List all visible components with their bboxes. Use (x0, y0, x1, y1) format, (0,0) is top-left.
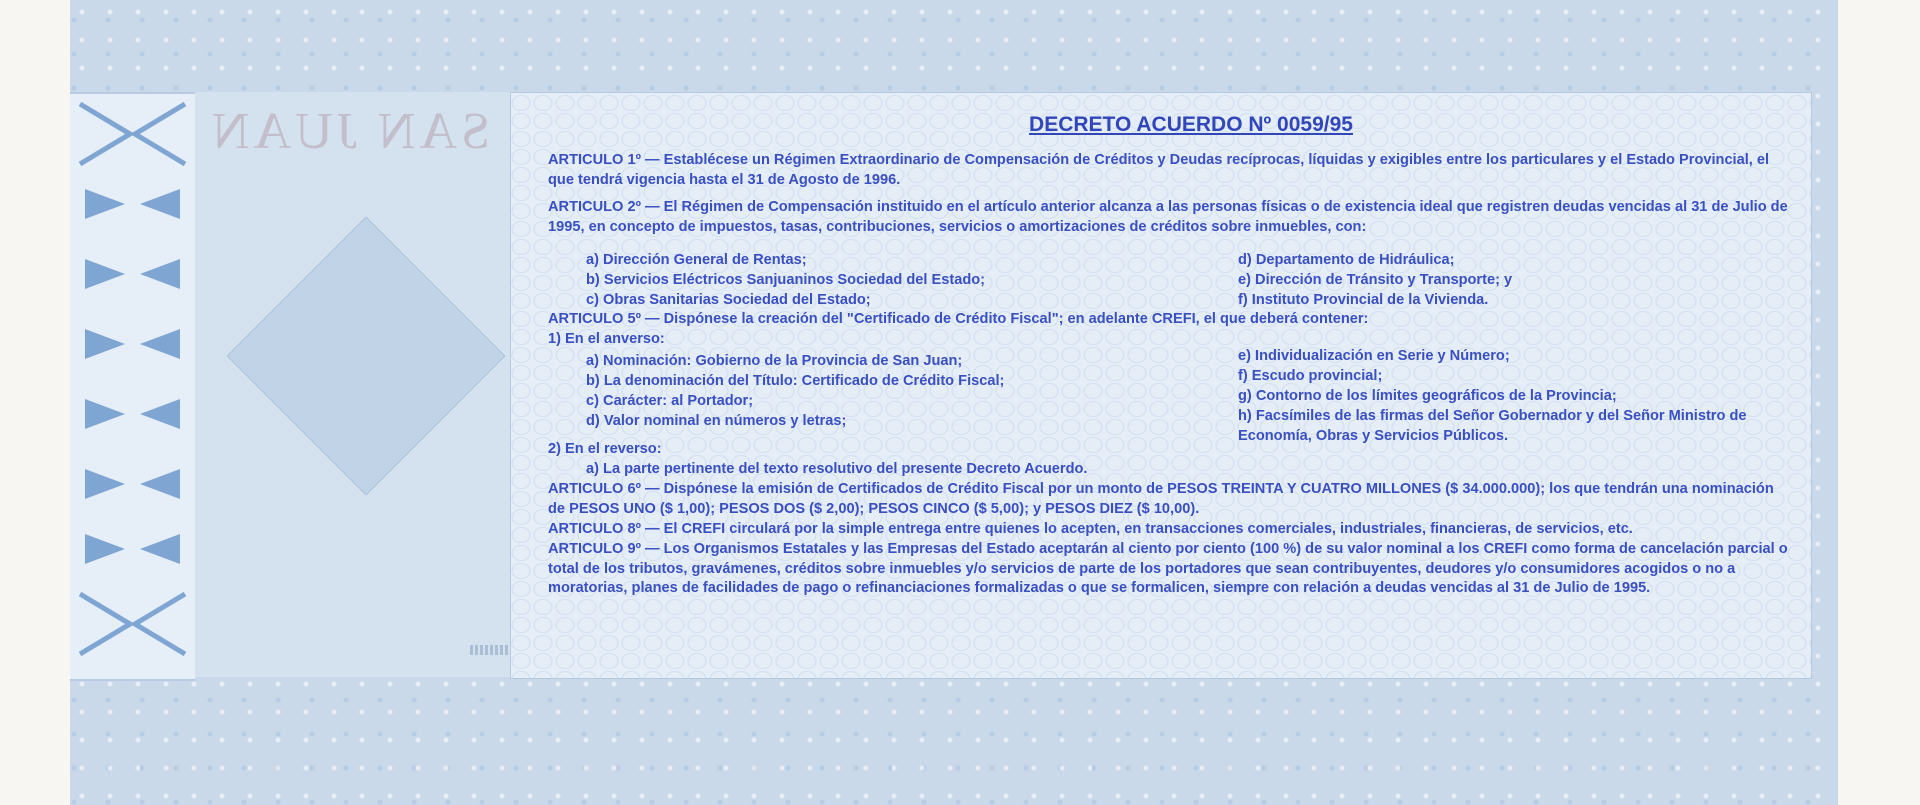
articulo-2-item-b: b) Servicios Eléctricos Sanjuaninos Sociedad del Estado; (586, 272, 986, 288)
articulo-9-text: Los Organismos Estatales y las Empresas del Estado aceptarán al ciento por ciento (100 %) de su valor nominal a los CREFI como forma de cancelación parcial o total de los tributos, gravámenes, créditos sobre inmuebles y/o servicios de parte de los portadores que sean contribuyentes, deudores y/o consumidores acogidos o no a moratorias, planes de facilidades de pago o refinanciaciones formalizadas o que se formalicen, siempre con relación a deudas vencidas al 31 de Julio de 1995. (548, 541, 1788, 596)
anverso-item-f: f) Escudo provincial; (1238, 368, 1383, 384)
ornamental-pattern-icon (70, 94, 195, 679)
anverso-item-e: e) Individualización en Serie y Número; (1238, 348, 1510, 364)
anverso-item-d: d) Valor nominal en números y letras; (586, 413, 847, 429)
decorative-bottom-border (70, 677, 1838, 805)
articulo-1-heading: ARTICULO 1º — (548, 152, 660, 168)
articulo-2-item-e: e) Dirección de Tránsito y Transporte; y (1238, 272, 1513, 288)
articulo-2-item-d: d) Departamento de Hidráulica; (1238, 252, 1455, 268)
articulo-9-heading: ARTICULO 9º — (548, 541, 660, 557)
anverso-item-h: h) Facsímiles de las firmas del Señor Gobernador y del Señor Ministro de Economía, Obras y Servicios Públicos. (1238, 408, 1747, 444)
anverso-label: 1) En el anverso: (548, 331, 665, 347)
decorative-left-border (70, 92, 195, 681)
articulo-8-text: El CREFI circulará por la simple entrega entre quienes lo acepten, en transacciones comerciales, industriales, financieras, de servicios, etc. (663, 521, 1633, 537)
articulo-2-item-a: a) Dirección General de Rentas; (586, 252, 807, 268)
articulo-1-text: Establécese un Régimen Extraordinario de Compensación de Créditos y Deudas recíprocas, líquidas y exigibles entre los particulares y el Estado Provincial, el que tendrá vigencia hasta el 31 de Agosto de 1996. (548, 152, 1770, 188)
articulo-2-item-f: f) Instituto Provincial de la Vivienda. (1238, 292, 1489, 308)
articulo-8 (548, 520, 1788, 540)
articulo-5-text: Dispónese la creación del "Certificado de Crédito Fiscal"; en adelante CREFI, el que deberá contener: (663, 311, 1369, 327)
articulo-5-heading: ARTICULO 5º — (548, 311, 660, 327)
reverso-label: 2) En el reverso: (548, 441, 662, 457)
anverso-item-a: a) Nominación: Gobierno de la Provincia de San Juan; (586, 353, 963, 369)
articulo-2 (548, 198, 1788, 237)
articulo-8-heading: ARTICULO 8º — (548, 521, 660, 537)
articulo-5 (548, 310, 1788, 330)
reverso-item-a: a) La parte pertinente del texto resolutivo del presente Decreto Acuerdo. (586, 461, 1088, 477)
anverso-item-c: c) Carácter: al Portador; (586, 393, 754, 409)
articulo-6-text: Dispónese la emisión de Certificados de Crédito Fiscal por un monto de PESOS TREINTA Y CUATRO MILLONES ($ 34.000.000); los que tendrán una nominación de PESOS UNO ($ 1,00); PESOS DOS ($ 2,00); PESOS CINCO ($ 5,00); y PESOS DIEZ ($ 10,00). (548, 481, 1774, 517)
articulo-6 (548, 480, 1788, 519)
articulo-2-text: El Régimen de Compensación instituido en el artículo anterior alcanza a las personas físicas o de existencia ideal que registren deudas vencidas al 31 de Julio de 1995, en concepto de impuestos, tasas, contribuciones, servicios o amortizaciones de créditos sobre inmuebles, con: (548, 199, 1788, 235)
microprint-strip (470, 645, 510, 655)
articulo-2-heading: ARTICULO 2º — (548, 199, 660, 215)
articulo-6-heading: ARTICULO 6º — (548, 481, 660, 497)
anverso-item-b: b) La denominación del Título: Certificado de Crédito Fiscal; (586, 373, 1005, 389)
articulo-2-item-c: c) Obras Sanitarias Sociedad del Estado; (586, 292, 871, 308)
anverso-item-g: g) Contorno de los límites geográficos de la Provincia; (1238, 388, 1617, 404)
articulo-1 (548, 151, 1788, 190)
articulo-9 (548, 540, 1788, 599)
decree-title: DECRETO ACUERDO Nº 0059/95 (1029, 113, 1353, 136)
mirrored-watermark-text: SAN JUAN (208, 103, 490, 160)
decree-text-panel (510, 92, 1812, 679)
